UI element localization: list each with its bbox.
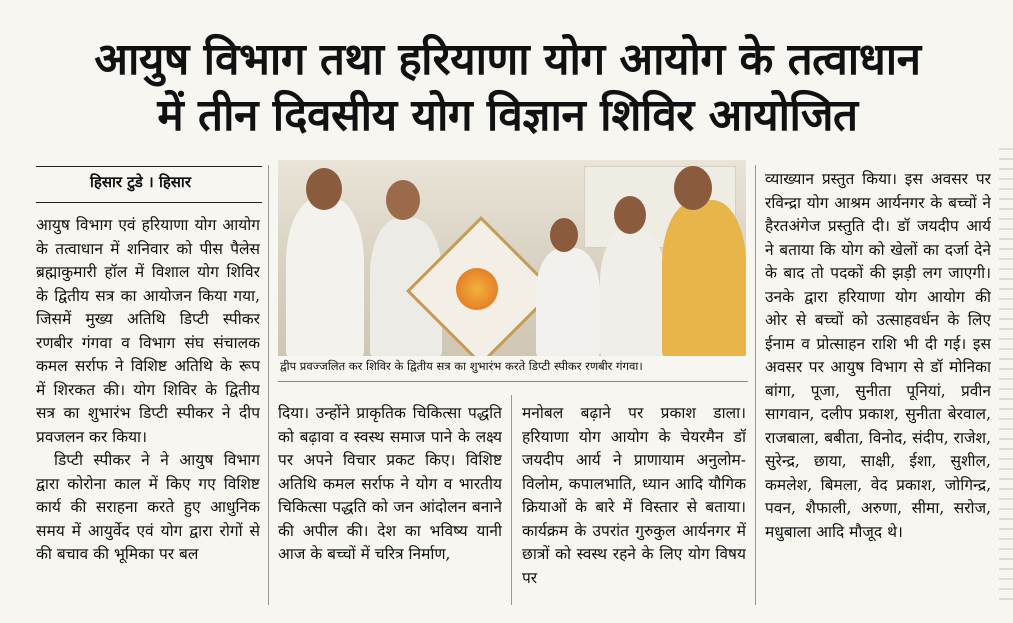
byline: हिसार टुडे । हिसार	[90, 173, 191, 191]
person-head	[550, 218, 578, 252]
caption-rule	[278, 381, 748, 382]
paragraph-1: आयुष विभाग एवं हरियाणा योग आयोग के तत्वाधान में शनिवार को पीस पैलेस ब्रह्माकुमारी हॉल में विशाल योग शिविर के द्वितीय सत्र का आयोजन किया गया, जिसमें मुख्य अतिथि डिप्टी स्पीकर रणबीर गंगवा व विभाग संघ संचालक कमल सर्राफ ने विशिष्ट अतिथि के रूप में शिरकत की। योग शिविर के द्वितीय सत्र का शुभारंभ डिप्टी स्पीकर ने दीप प्रवजलन कर किया।	[36, 216, 260, 446]
article-column-2	[278, 402, 502, 614]
headline-line-2: में तीन दिवसीय योग विज्ञान शिविर आयोजित	[157, 90, 858, 141]
event-photo	[278, 160, 746, 356]
paragraph-3: दिया। उन्होंने प्राकृतिक चिकित्सा पद्धति को बढ़ावा व स्वस्थ समाज पाने के लक्ष्य पर अपने विचार प्रकट किए। विशिष्ट अतिथि कमल सर्राफ ने योग व भारतीय चिकित्सा पद्धति को जन आंदोलन बनाने की अपील की। देश का भविष्य यानी आज के बच्चों में चरित्र निर्माण,	[278, 404, 502, 563]
person-head	[674, 166, 712, 210]
person-figure	[662, 200, 746, 356]
lamp-emblem	[456, 268, 498, 310]
column-divider-2	[511, 395, 512, 605]
headline-line-1: आयुष विभाग तथा हरियाणा योग आयोग के तत्वाधान	[94, 34, 921, 85]
person-head	[386, 180, 420, 220]
paragraph-5: व्याख्यान प्रस्तुत किया। इस अवसर पर रविन्द्रा योग आश्रम आर्यनगर के बच्चों ने हैरतअंगेज प्रस्तुति दी। डॉ जयदीप आर्य ने बताया कि योग को खेलों का दर्जा देने के बाद तो पदकों की झड़ी लग जाएगी। उनके द्वारा हरियाणा योग आयोग की ओर से बच्चों को उत्साहवर्धन के लिए ईनाम व प्रोत्साहन राशि भी दी गई। इस अवसर पर आयुष विभाग से डॉ मोनिका बांगा, पूजा, सुनीता पूनियां, प्रवीन सागवान, दलीप प्रकाश, सुनीता बेरवाल, राजबाला, बबीता, विनोद, संदीप, राजेश, सुरेन्द्र, छाया, साक्षी, ईशा, सुशील, कमलेश, बिमला, वेद प्रकाश, जोगिन्द्र, पवन, शैफाली, अरुणा, सीमा, सरोज, मधुबाला आदि मौजूद थे।	[765, 170, 991, 541]
article-column-3	[522, 402, 746, 614]
person-head	[306, 168, 342, 210]
column-divider-3	[755, 165, 756, 605]
headline	[20, 32, 995, 144]
article-column-1	[36, 214, 260, 614]
person-figure	[536, 248, 600, 356]
paragraph-4: मनोबल बढ़ाने पर प्रकाश डाला। हरियाणा योग आयोग के चेयरमैन डॉ जयदीप आर्य ने प्राणायाम अनुलोम-विलोम, कपालभाति, ध्यान आदि यौगिक क्रियाओं के बारे में विस्तार से बताया। कार्यक्रम के उपरांत गुरुकुल आर्यनगर में छात्रों को स्वस्थ रहने के लिए योग विषय पर	[522, 404, 746, 587]
column-divider-1	[268, 165, 269, 605]
person-head	[614, 196, 646, 234]
paragraph-2: डिप्टी स्पीकर ने ने आयुष विभाग द्वारा कोरोना काल में किए गए विशिष्ट कार्य की सराहना करते हुए आधुनिक समय में आयुर्वेद एवं योग द्वारा रोगों से की बचाव की भूमिका पर बल	[36, 451, 260, 563]
person-figure	[286, 198, 364, 356]
article-column-4	[765, 168, 991, 614]
person-figure	[600, 230, 666, 356]
adjacent-page-edge	[999, 140, 1013, 600]
byline-bottom-rule	[36, 202, 262, 203]
photo-caption: द्वीप प्रवज्जलित कर शिविर के द्वितीय सत्र का शुभारंभ करते डिप्टी स्पीकर रणबीर गंगवा।	[280, 359, 643, 373]
byline-top-rule	[36, 166, 262, 167]
